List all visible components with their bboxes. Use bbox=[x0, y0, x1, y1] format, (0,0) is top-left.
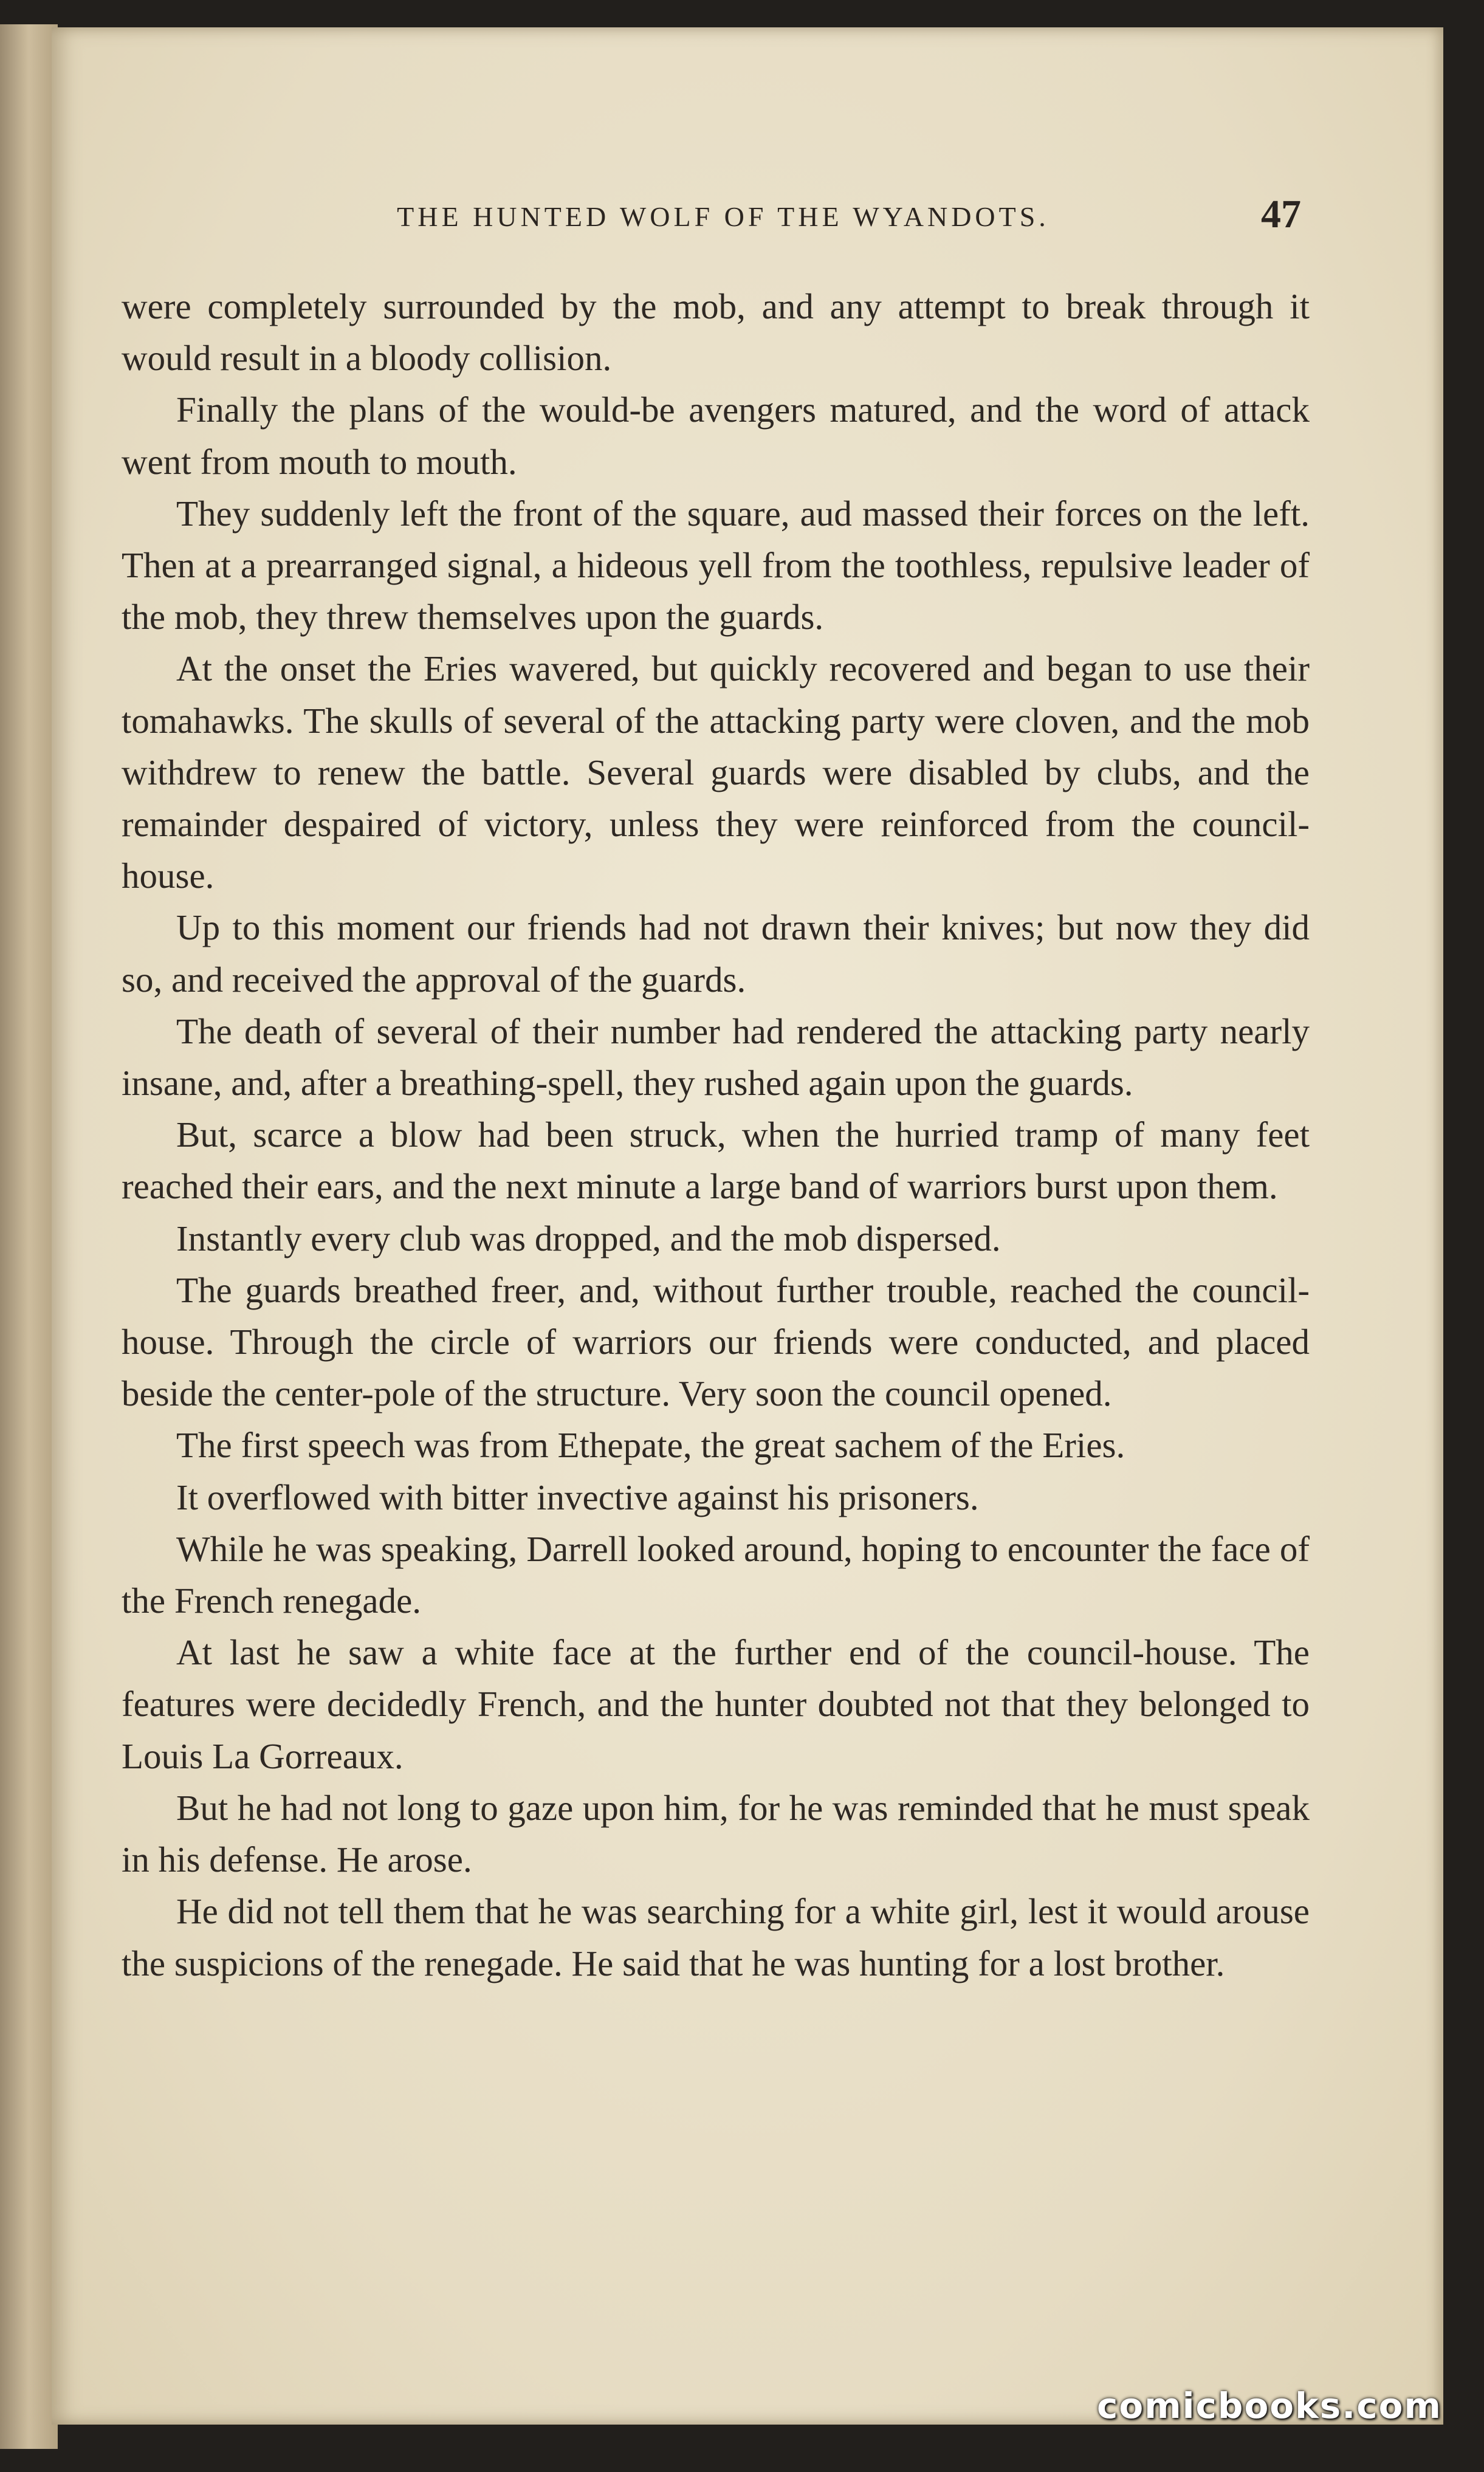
watermark: comicbooks.com bbox=[1097, 2385, 1442, 2426]
paragraph: Up to this moment our friends had not drawn their knives; but now they did so, and received the approval of the guards. bbox=[122, 907, 1310, 1000]
paragraph: The death of several of their number had rendered the attacking party nearly insane, and, after a breathing-spell, they rushed again upon the guards. bbox=[122, 1011, 1310, 1104]
book-spine bbox=[0, 24, 58, 2449]
running-head: THE HUNTED WOLF OF THE WYANDOTS. bbox=[397, 201, 1049, 232]
paragraph: But, scarce a blow had been struck, when the hurried tramp of many feet reached their ears, and the next minute a large band of warriors burst upon them. bbox=[122, 1114, 1310, 1207]
page-number: 47 bbox=[1261, 192, 1301, 236]
paragraph: They suddenly left the front of the square, aud massed their forces on the left. Then at a prearranged signal, a hideous yell from the toothless, repulsive leader of the mob, they threw themselves upon the guards. bbox=[122, 493, 1310, 637]
paragraph: were completely surrounded by the mob, and any attempt to break through it would result in a bloody collision. bbox=[122, 286, 1310, 379]
paragraph: But he had not long to gaze upon him, for he was reminded that he must speak in his defense. He arose. bbox=[122, 1787, 1310, 1880]
body-text bbox=[122, 281, 1310, 1990]
paragraph: He did not tell them that he was searching for a white girl, lest it would arouse the suspicions of the renegade. He said that he was hunting for a lost brother. bbox=[122, 1891, 1310, 1983]
paragraph: At last he saw a white face at the further end of the council-house. The features were decidedly French, and the hunter doubted not that they belonged to Louis La Gorreaux. bbox=[122, 1632, 1310, 1776]
paragraph: While he was speaking, Darrell looked around, hoping to encounter the face of the French renegade. bbox=[122, 1528, 1310, 1621]
paragraph: Instantly every club was dropped, and the mob dispersed. bbox=[176, 1218, 1001, 1258]
paragraph: At the onset the Eries wavered, but quickly recovered and began to use their tomahawks. The skulls of several of the attacking party were cloven, and the mob withdrew to renew the battle. Several guards were disabled by clubs, and the remainder despaired of victory, unless they were reinforced from the council-house. bbox=[122, 648, 1310, 896]
paragraph: The guards breathed freer, and, without further trouble, reached the council-house. Through the circle of warriors our friends were conducted, and placed beside the center-pole of the structure. Very soon the council opened. bbox=[122, 1269, 1310, 1414]
paragraph: The first speech was from Ethepate, the great sachem of the Eries. bbox=[176, 1425, 1125, 1466]
paragraph: Finally the plans of the would-be avengers matured, and the word of attack went from mouth to mouth. bbox=[122, 390, 1310, 482]
paragraph: It overflowed with bitter invective against his prisoners. bbox=[176, 1477, 979, 1517]
